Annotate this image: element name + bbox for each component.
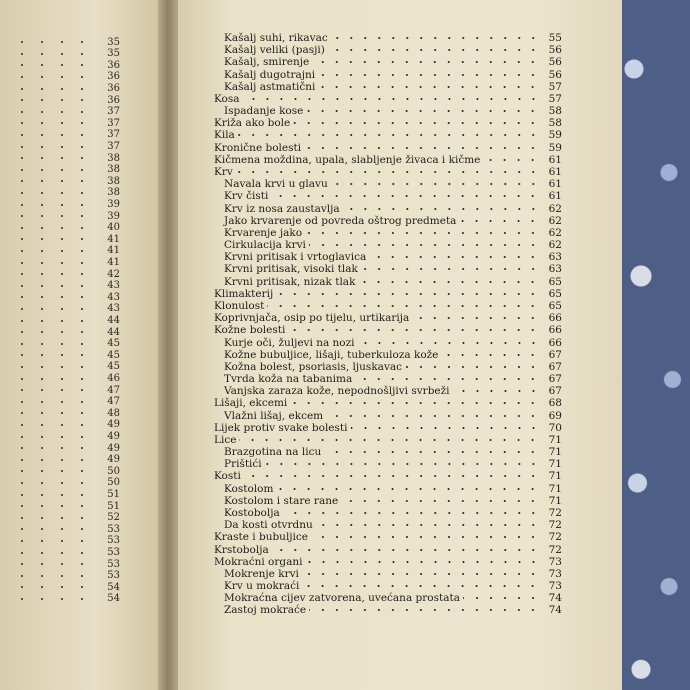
toc-entry	[224, 56, 562, 68]
toc-entry	[214, 544, 562, 556]
page-number: 54	[107, 593, 120, 605]
dot-leader	[361, 265, 540, 273]
toc-entry	[214, 397, 562, 409]
toc-entry-title: Krv čisti	[224, 190, 269, 203]
page-number: 38	[107, 164, 120, 176]
toc-entry-title: Da kosti otvrdnu	[224, 519, 313, 532]
toc-page-number: 66	[548, 312, 562, 325]
page-number: 42	[107, 268, 120, 280]
page-number: 53	[107, 570, 120, 582]
page-number: 47	[107, 396, 120, 408]
dot-leader	[309, 241, 540, 249]
page-number: 53	[107, 547, 120, 559]
toc-page-number: 72	[548, 531, 562, 544]
toc-entry	[224, 592, 562, 604]
toc-entry-title: Kostolom	[224, 482, 274, 495]
toc-page-number: 58	[548, 105, 562, 118]
toc-entry	[224, 215, 562, 227]
toc-entry	[214, 117, 562, 129]
toc-entry-title: Krv u mokraći	[224, 580, 300, 593]
toc-entry	[224, 361, 562, 373]
page-number: 44	[107, 315, 120, 327]
dot-leader	[238, 131, 540, 139]
toc-entry	[224, 385, 562, 397]
toc-page-number: 67	[548, 373, 562, 386]
toc-entry-title: Križa ako bole	[214, 117, 291, 130]
toc-page-number: 62	[548, 214, 562, 227]
toc-entry	[224, 81, 562, 93]
dot-leader	[288, 326, 540, 334]
dot-leader	[405, 363, 540, 371]
dot-leader	[305, 229, 540, 237]
page-number: 43	[107, 291, 120, 303]
toc-entry-title: Navala krvi u glavu	[224, 178, 328, 191]
toc-entry	[214, 300, 562, 312]
page-number: 40	[107, 222, 120, 234]
toc-entry	[224, 239, 562, 251]
toc-page-number: 62	[548, 202, 562, 215]
toc-page-number: 61	[548, 178, 562, 191]
toc-page-number: 71	[548, 470, 562, 483]
page-number: 35	[107, 48, 120, 60]
toc-entry	[214, 288, 562, 300]
toc-page-number: 62	[548, 239, 562, 252]
dot-leader	[309, 606, 540, 614]
toc-entry-title: Krvni pritisak i vrtoglavica	[224, 251, 367, 264]
toc-entry	[224, 446, 562, 458]
toc-entry	[214, 434, 562, 446]
toc-page-number: 56	[548, 44, 562, 57]
toc-entry-title: Zastoj mokraće	[224, 604, 307, 617]
toc-entry-title: Ispadanje kose	[224, 105, 304, 118]
dot-leader	[483, 156, 540, 164]
dot-leader	[311, 533, 540, 541]
toc-entry	[224, 507, 562, 519]
toc-entry-title: Tvrda koža na tabanima	[224, 373, 353, 386]
toc-page-number: 56	[548, 56, 562, 69]
toc-page-number: 73	[548, 567, 562, 580]
page-number: 41	[107, 257, 120, 269]
dot-leader	[276, 485, 540, 493]
dot-leader	[453, 387, 540, 395]
toc-entry-title: Krvarenje jako	[224, 226, 303, 239]
page-number: 38	[107, 152, 120, 164]
dot-leader	[312, 58, 540, 66]
toc-page-number: 66	[548, 336, 562, 349]
toc-page-number: 69	[548, 409, 562, 422]
toc-entry-title: Kožne bubuljice, lišaji, tuberkuloza kože	[224, 348, 439, 361]
page-number: 37	[107, 129, 120, 141]
toc-entry-title: Kašalj, smirenje	[224, 56, 310, 69]
toc-entry-title: Krv iz nosa zaustavlja	[224, 202, 340, 215]
toc-entry-title: Kosti	[214, 470, 241, 483]
toc-entry	[224, 568, 562, 580]
toc-entry	[224, 349, 562, 361]
dot-leader	[369, 253, 540, 261]
toc-entry-title: Kašalj astmatični	[224, 80, 316, 93]
toc-page-number: 72	[548, 543, 562, 556]
page-number: 51	[107, 500, 120, 512]
toc-entry-title: Kostobolja	[224, 507, 280, 520]
dot-leader	[331, 180, 540, 188]
dot-leader	[463, 594, 540, 602]
toc-entry	[224, 604, 562, 616]
page-number: 36	[107, 83, 120, 95]
toc-entry-title: Vlažni lišaj, ekcem	[224, 409, 324, 422]
toc-entry	[224, 458, 562, 470]
toc-entry	[224, 251, 562, 263]
dot-leader	[306, 107, 540, 115]
dot-leader	[331, 34, 540, 42]
dot-leader	[283, 509, 540, 517]
toc-entry-title: Kožna bolest, psoriasis, ljuskavac	[224, 360, 403, 373]
toc-entry-title: Vanjska zaraza kože, nepodnošljivi svrbeži	[224, 385, 450, 398]
dot-leader	[441, 351, 540, 359]
page-number: 50	[107, 477, 120, 489]
toc-entry-title: Kašalj suhi, rikavac	[224, 32, 328, 44]
dot-leader	[239, 436, 540, 444]
page-number: 49	[107, 431, 120, 443]
page-number: 50	[107, 465, 120, 477]
toc-entry-title: Kožne bolesti	[214, 324, 286, 337]
page-number: 46	[107, 373, 120, 385]
page-number: 49	[107, 454, 120, 466]
toc-entry	[224, 410, 562, 422]
toc-entry-title: Krv	[214, 165, 233, 178]
dot-leader	[244, 472, 540, 480]
page-number: 54	[107, 581, 120, 593]
dot-leader	[351, 424, 541, 432]
page-number: 37	[107, 141, 120, 153]
toc-entry	[224, 69, 562, 81]
dot-leader	[318, 83, 540, 91]
dot-leader	[318, 71, 540, 79]
toc-page-number: 71	[548, 446, 562, 459]
toc-entry	[224, 495, 562, 507]
toc-page-number: 61	[548, 165, 562, 178]
toc-entry-title: Lice	[214, 433, 237, 446]
toc-entry-title: Krvni pritisak, visoki tlak	[224, 263, 358, 276]
toc-entry	[214, 470, 562, 482]
dot-leader	[412, 314, 540, 322]
page-number: 36	[107, 94, 120, 106]
toc-page-number: 65	[548, 299, 562, 312]
toc-page-number: 73	[548, 580, 562, 593]
toc-page-number: 74	[548, 604, 562, 617]
toc-entry-title: Mokraćni organi	[214, 555, 303, 568]
toc-entry-title: Prištići	[224, 458, 262, 471]
toc-page-number: 71	[548, 482, 562, 495]
toc-page-number: 65	[548, 287, 562, 300]
toc-entry-title: Kostolom i stare rane	[224, 494, 339, 507]
toc-page-number: 56	[548, 68, 562, 81]
page-number: 35	[107, 36, 120, 48]
dot-leader	[355, 375, 540, 383]
toc-page-number: 67	[548, 385, 562, 398]
toc-page-number: 61	[548, 153, 562, 166]
toc-entry-title: Krvni pritisak, nizak tlak	[224, 275, 356, 288]
dot-leader	[316, 521, 540, 529]
dot-leader	[306, 558, 541, 566]
toc-page-number: 71	[548, 433, 562, 446]
toc-entry	[224, 373, 562, 385]
page-number: 37	[107, 117, 120, 129]
page-number: 47	[107, 384, 120, 396]
toc-page-number: 65	[548, 275, 562, 288]
dot-leader	[328, 46, 540, 54]
page-number: 52	[107, 512, 120, 524]
page-number: 45	[107, 361, 120, 373]
page-number: 41	[107, 245, 120, 257]
toc-entry	[224, 190, 562, 202]
toc-page-number: 72	[548, 507, 562, 520]
dot-leader	[243, 95, 540, 103]
page-number: 53	[107, 535, 120, 547]
dot-leader	[343, 205, 540, 213]
toc-entry	[224, 483, 562, 495]
toc-entry	[214, 142, 562, 154]
toc-entry-title: Kraste i bubuljice	[214, 531, 309, 544]
page-number: 43	[107, 280, 120, 292]
toc-entry	[214, 531, 562, 543]
dot-leader	[265, 460, 540, 468]
toc-entry-title: Kila	[214, 129, 235, 142]
toc-page-number: 61	[548, 190, 562, 203]
toc-entry-title: Mokrenje krvi	[224, 567, 299, 580]
toc-entry	[224, 519, 562, 531]
toc-entry-title: Kičmena moždina, upala, slabljenje živaca i kičme	[214, 153, 481, 166]
toc-entry	[214, 93, 562, 105]
dot-leader	[358, 278, 540, 286]
dot-leader	[304, 144, 540, 152]
toc-entry-title: Krstobolja	[214, 543, 269, 556]
dot-leader	[324, 448, 540, 456]
toc-page-number: 68	[548, 397, 562, 410]
toc-entry	[214, 129, 562, 141]
toc-entry-title: Klimakterij	[214, 287, 274, 300]
toc-page-number: 57	[548, 80, 562, 93]
page-number: 45	[107, 338, 120, 350]
page-number: 53	[107, 558, 120, 570]
toc-entry	[214, 556, 562, 568]
toc-entry	[224, 105, 562, 117]
dot-leader	[358, 339, 540, 347]
page-number: 37	[107, 106, 120, 118]
toc-entry	[224, 580, 562, 592]
dot-leader	[272, 546, 540, 554]
dot-leader	[236, 168, 540, 176]
page-number: 38	[107, 187, 120, 199]
page-number: 44	[107, 326, 120, 338]
toc-entry-title: Kašalj veliki (pasji)	[224, 44, 325, 57]
page-number: 48	[107, 407, 120, 419]
toc-entry-title: Kosa	[214, 92, 240, 105]
toc-page-number: 59	[548, 129, 562, 142]
page-number: 43	[107, 303, 120, 315]
page-number: 41	[107, 233, 120, 245]
dot-leader	[276, 290, 540, 298]
toc-entry-title: Mokraćna cijev zatvorena, uvećana prostata	[224, 592, 460, 605]
page-number: 36	[107, 71, 120, 83]
toc-entry	[224, 227, 562, 239]
toc-page-number: 63	[548, 251, 562, 264]
toc-page-number: 70	[548, 421, 562, 434]
page-number: 45	[107, 349, 120, 361]
page-number: 49	[107, 419, 120, 431]
toc-entry-title: Brazgotina na licu	[224, 446, 322, 459]
dot-leader	[302, 570, 540, 578]
toc-entry-title: Lijek protiv svake bolesti	[214, 421, 348, 434]
toc-entry	[224, 337, 562, 349]
dot-leader	[341, 497, 540, 505]
toc-entry-title: Klonulost	[214, 299, 265, 312]
toc-page-number: 67	[548, 360, 562, 373]
toc-page-number: 74	[548, 592, 562, 605]
toc-entry	[224, 32, 562, 44]
toc-page-number: 62	[548, 226, 562, 239]
toc-entry	[224, 263, 562, 275]
toc-page-number: 59	[548, 141, 562, 154]
toc-page-number: 58	[548, 117, 562, 130]
toc-page-number: 66	[548, 324, 562, 337]
toc-entry	[224, 276, 562, 288]
dot-leader	[326, 412, 540, 420]
toc-page-number: 71	[548, 458, 562, 471]
dot-leader	[302, 582, 540, 590]
toc-entry-title: Koprivnjača, osip po tijelu, urtikarija	[214, 312, 410, 325]
toc-entry-title: Kronične bolesti	[214, 141, 302, 154]
toc-page-number: 63	[548, 263, 562, 276]
page-number: 51	[107, 489, 120, 501]
toc-page-number: 71	[548, 494, 562, 507]
dot-leader	[271, 192, 540, 200]
page-number: 53	[107, 523, 120, 535]
page-number: 38	[107, 175, 120, 187]
toc-entry-title: Kurje oči, žuljevi na nozi	[224, 336, 355, 349]
toc-entry	[214, 324, 562, 336]
toc-page-number: 55	[548, 32, 562, 44]
toc-entry-title: Kašalj dugotrajni	[224, 68, 316, 81]
dot-leader	[290, 399, 540, 407]
toc-entry-title: Lišaji, ekcemi	[214, 397, 288, 410]
toc-page-number: 67	[548, 348, 562, 361]
dot-leader	[459, 217, 540, 225]
dot-leader	[293, 119, 540, 127]
page-number: 39	[107, 210, 120, 222]
page-number: 36	[107, 59, 120, 71]
toc-entry-title: Jako krvarenje od povreda oštrog predmeta	[224, 214, 457, 227]
toc-entry	[214, 312, 562, 324]
toc-entry	[224, 178, 562, 190]
toc-entry	[224, 203, 562, 215]
page-number: 49	[107, 442, 120, 454]
toc-entry-title: Cirkulacija krvi	[224, 239, 306, 252]
toc-entry	[224, 44, 562, 56]
toc-entry	[214, 422, 562, 434]
toc-entry	[214, 166, 562, 178]
toc-entry	[214, 154, 562, 166]
toc-page-number: 72	[548, 519, 562, 532]
toc-page-number: 57	[548, 92, 562, 105]
page-number: 39	[107, 199, 120, 211]
toc-page-number: 73	[548, 555, 562, 568]
dot-leader	[267, 302, 540, 310]
